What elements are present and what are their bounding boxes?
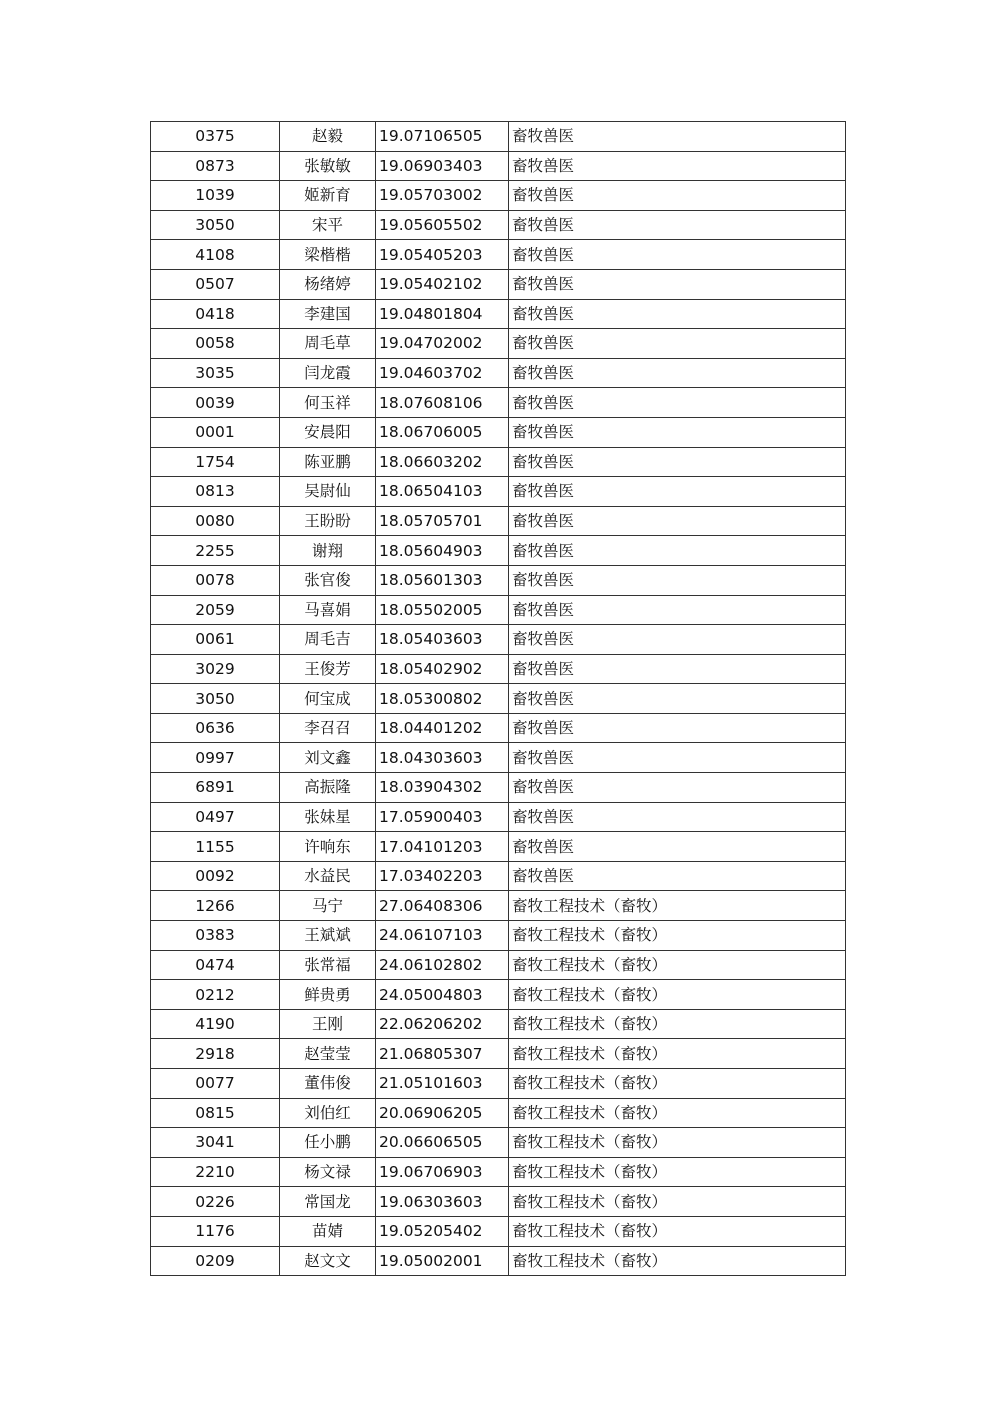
cell-code: 0077: [151, 1069, 280, 1099]
cell-number: 19.04603702: [376, 358, 509, 388]
cell-code: 1754: [151, 447, 280, 477]
cell-code: 0039: [151, 388, 280, 418]
cell-number: 19.06303603: [376, 1187, 509, 1217]
cell-name: 赵文文: [280, 1246, 376, 1276]
cell-name: 陈亚鹏: [280, 447, 376, 477]
cell-major: 畜牧兽医: [509, 565, 846, 595]
cell-number: 22.06206202: [376, 1009, 509, 1039]
cell-major: 畜牧兽医: [509, 181, 846, 211]
cell-name: 李召召: [280, 713, 376, 743]
table-row: [151, 1098, 846, 1128]
cell-major: 畜牧兽医: [509, 654, 846, 684]
cell-number: 24.05004803: [376, 980, 509, 1010]
cell-code: 0507: [151, 269, 280, 299]
table-row: [151, 269, 846, 299]
cell-major: 畜牧兽医: [509, 832, 846, 862]
results-table: [150, 121, 846, 1276]
table-row: [151, 1039, 846, 1069]
table-row: [151, 240, 846, 270]
cell-major: 畜牧兽医: [509, 477, 846, 507]
table-row: [151, 536, 846, 566]
cell-major: 畜牧兽医: [509, 861, 846, 891]
cell-name: 何宝成: [280, 684, 376, 714]
cell-number: 19.05605502: [376, 210, 509, 240]
cell-name: 高振隆: [280, 773, 376, 803]
table-row: [151, 743, 846, 773]
cell-code: 4190: [151, 1009, 280, 1039]
cell-name: 闫龙霞: [280, 358, 376, 388]
cell-major: 畜牧工程技术（畜牧）: [509, 1069, 846, 1099]
cell-code: 4108: [151, 240, 280, 270]
cell-code: 2255: [151, 536, 280, 566]
results-table-container: [150, 121, 846, 1276]
cell-name: 宋平: [280, 210, 376, 240]
table-row: [151, 565, 846, 595]
cell-major: 畜牧兽医: [509, 713, 846, 743]
cell-number: 19.05405203: [376, 240, 509, 270]
table-row: [151, 388, 846, 418]
table-row: [151, 595, 846, 625]
cell-major: 畜牧兽医: [509, 358, 846, 388]
cell-code: 0092: [151, 861, 280, 891]
cell-name: 杨绪婷: [280, 269, 376, 299]
table-row: [151, 1009, 846, 1039]
cell-code: 0226: [151, 1187, 280, 1217]
cell-major: 畜牧兽医: [509, 210, 846, 240]
cell-number: 19.06903403: [376, 151, 509, 181]
cell-code: 0997: [151, 743, 280, 773]
cell-name: 张官俊: [280, 565, 376, 595]
table-row: [151, 625, 846, 655]
table-body: [151, 122, 846, 1276]
cell-major: 畜牧兽医: [509, 329, 846, 359]
cell-code: 1266: [151, 891, 280, 921]
cell-code: 1039: [151, 181, 280, 211]
table-row: [151, 506, 846, 536]
cell-major: 畜牧兽医: [509, 595, 846, 625]
cell-name: 周毛草: [280, 329, 376, 359]
cell-number: 19.04702002: [376, 329, 509, 359]
cell-code: 0375: [151, 122, 280, 152]
table-row: [151, 417, 846, 447]
cell-number: 18.06706005: [376, 417, 509, 447]
cell-name: 水益民: [280, 861, 376, 891]
table-row: [151, 802, 846, 832]
cell-name: 姬新育: [280, 181, 376, 211]
table-row: [151, 713, 846, 743]
cell-major: 畜牧兽医: [509, 417, 846, 447]
cell-name: 赵莹莹: [280, 1039, 376, 1069]
cell-name: 任小鹏: [280, 1128, 376, 1158]
cell-number: 19.05002001: [376, 1246, 509, 1276]
cell-name: 张敏敏: [280, 151, 376, 181]
table-row: [151, 122, 846, 152]
cell-code: 3050: [151, 684, 280, 714]
cell-code: 2918: [151, 1039, 280, 1069]
cell-name: 杨文禄: [280, 1157, 376, 1187]
cell-number: 17.04101203: [376, 832, 509, 862]
cell-name: 李建国: [280, 299, 376, 329]
cell-number: 17.05900403: [376, 802, 509, 832]
cell-major: 畜牧工程技术（畜牧）: [509, 1157, 846, 1187]
cell-major: 畜牧兽医: [509, 151, 846, 181]
cell-code: 1155: [151, 832, 280, 862]
cell-major: 畜牧工程技术（畜牧）: [509, 921, 846, 951]
cell-code: 2210: [151, 1157, 280, 1187]
cell-number: 19.05205402: [376, 1216, 509, 1246]
cell-number: 18.06504103: [376, 477, 509, 507]
cell-name: 马宁: [280, 891, 376, 921]
cell-major: 畜牧工程技术（畜牧）: [509, 980, 846, 1010]
cell-code: 0383: [151, 921, 280, 951]
cell-number: 18.05601303: [376, 565, 509, 595]
cell-name: 谢翔: [280, 536, 376, 566]
cell-name: 王斌斌: [280, 921, 376, 951]
table-row: [151, 861, 846, 891]
cell-number: 18.05502005: [376, 595, 509, 625]
cell-number: 19.04801804: [376, 299, 509, 329]
cell-major: 畜牧工程技术（畜牧）: [509, 1216, 846, 1246]
cell-number: 19.05402102: [376, 269, 509, 299]
cell-code: 0001: [151, 417, 280, 447]
cell-name: 鲜贵勇: [280, 980, 376, 1010]
table-row: [151, 832, 846, 862]
table-row: [151, 1069, 846, 1099]
table-row: [151, 1246, 846, 1276]
cell-number: 21.05101603: [376, 1069, 509, 1099]
cell-major: 畜牧工程技术（畜牧）: [509, 950, 846, 980]
table-row: [151, 654, 846, 684]
cell-number: 18.06603202: [376, 447, 509, 477]
table-row: [151, 447, 846, 477]
cell-major: 畜牧兽医: [509, 299, 846, 329]
cell-major: 畜牧工程技术（畜牧）: [509, 1009, 846, 1039]
cell-major: 畜牧工程技术（畜牧）: [509, 1246, 846, 1276]
table-row: [151, 1128, 846, 1158]
cell-code: 3035: [151, 358, 280, 388]
cell-number: 27.06408306: [376, 891, 509, 921]
cell-code: 0061: [151, 625, 280, 655]
cell-name: 张妹星: [280, 802, 376, 832]
cell-name: 常国龙: [280, 1187, 376, 1217]
cell-number: 18.04303603: [376, 743, 509, 773]
cell-number: 19.06706903: [376, 1157, 509, 1187]
cell-number: 17.03402203: [376, 861, 509, 891]
cell-name: 何玉祥: [280, 388, 376, 418]
cell-code: 0418: [151, 299, 280, 329]
table-row: [151, 950, 846, 980]
cell-code: 0815: [151, 1098, 280, 1128]
table-row: [151, 358, 846, 388]
cell-name: 苗婧: [280, 1216, 376, 1246]
cell-number: 24.06107103: [376, 921, 509, 951]
cell-number: 18.04401202: [376, 713, 509, 743]
cell-number: 18.03904302: [376, 773, 509, 803]
cell-name: 刘伯红: [280, 1098, 376, 1128]
cell-name: 安晨阳: [280, 417, 376, 447]
cell-name: 张常福: [280, 950, 376, 980]
cell-major: 畜牧工程技术（畜牧）: [509, 1098, 846, 1128]
cell-major: 畜牧兽医: [509, 122, 846, 152]
table-row: [151, 980, 846, 1010]
cell-name: 吴尉仙: [280, 477, 376, 507]
cell-number: 18.05705701: [376, 506, 509, 536]
table-row: [151, 477, 846, 507]
table-row: [151, 329, 846, 359]
cell-major: 畜牧兽医: [509, 536, 846, 566]
cell-major: 畜牧兽医: [509, 773, 846, 803]
cell-code: 3041: [151, 1128, 280, 1158]
cell-name: 马喜娟: [280, 595, 376, 625]
cell-number: 18.05300802: [376, 684, 509, 714]
cell-major: 畜牧兽医: [509, 240, 846, 270]
cell-number: 20.06906205: [376, 1098, 509, 1128]
cell-code: 0058: [151, 329, 280, 359]
cell-code: 2059: [151, 595, 280, 625]
cell-number: 18.05403603: [376, 625, 509, 655]
cell-major: 畜牧兽医: [509, 625, 846, 655]
table-row: [151, 1187, 846, 1217]
table-row: [151, 891, 846, 921]
cell-code: 6891: [151, 773, 280, 803]
cell-number: 18.05402902: [376, 654, 509, 684]
cell-code: 1176: [151, 1216, 280, 1246]
cell-code: 3029: [151, 654, 280, 684]
table-row: [151, 151, 846, 181]
cell-name: 王刚: [280, 1009, 376, 1039]
cell-name: 王俊芳: [280, 654, 376, 684]
cell-number: 20.06606505: [376, 1128, 509, 1158]
cell-major: 畜牧工程技术（畜牧）: [509, 891, 846, 921]
cell-name: 刘文鑫: [280, 743, 376, 773]
cell-name: 许响东: [280, 832, 376, 862]
cell-name: 梁楷楷: [280, 240, 376, 270]
cell-major: 畜牧工程技术（畜牧）: [509, 1187, 846, 1217]
cell-number: 24.06102802: [376, 950, 509, 980]
cell-major: 畜牧兽医: [509, 388, 846, 418]
cell-number: 19.07106505: [376, 122, 509, 152]
cell-major: 畜牧兽医: [509, 743, 846, 773]
cell-number: 18.07608106: [376, 388, 509, 418]
cell-code: 0474: [151, 950, 280, 980]
cell-code: 0078: [151, 565, 280, 595]
table-row: [151, 210, 846, 240]
cell-code: 0636: [151, 713, 280, 743]
table-row: [151, 773, 846, 803]
cell-number: 21.06805307: [376, 1039, 509, 1069]
table-row: [151, 181, 846, 211]
cell-code: 0080: [151, 506, 280, 536]
cell-number: 19.05703002: [376, 181, 509, 211]
cell-major: 畜牧兽医: [509, 447, 846, 477]
cell-major: 畜牧兽医: [509, 269, 846, 299]
cell-major: 畜牧兽医: [509, 506, 846, 536]
cell-major: 畜牧兽医: [509, 684, 846, 714]
cell-name: 董伟俊: [280, 1069, 376, 1099]
cell-major: 畜牧兽医: [509, 802, 846, 832]
table-row: [151, 1157, 846, 1187]
cell-major: 畜牧工程技术（畜牧）: [509, 1128, 846, 1158]
table-row: [151, 299, 846, 329]
cell-code: 0813: [151, 477, 280, 507]
cell-number: 18.05604903: [376, 536, 509, 566]
cell-name: 王盼盼: [280, 506, 376, 536]
table-row: [151, 684, 846, 714]
cell-major: 畜牧工程技术（畜牧）: [509, 1039, 846, 1069]
cell-code: 0497: [151, 802, 280, 832]
cell-code: 0209: [151, 1246, 280, 1276]
table-row: [151, 1216, 846, 1246]
cell-code: 0212: [151, 980, 280, 1010]
cell-code: 0873: [151, 151, 280, 181]
cell-code: 3050: [151, 210, 280, 240]
table-row: [151, 921, 846, 951]
cell-name: 周毛吉: [280, 625, 376, 655]
cell-name: 赵毅: [280, 122, 376, 152]
